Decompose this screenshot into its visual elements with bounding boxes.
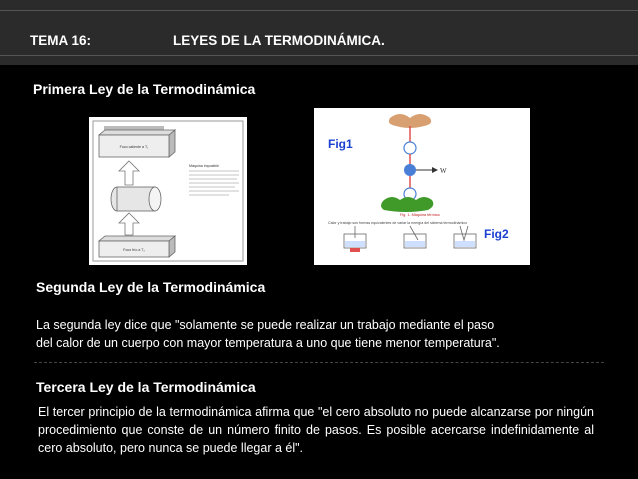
topic-title: LEYES DE LA TERMODINÁMICA. — [173, 33, 385, 48]
second-law-line-1: La segunda ley dice que "solamente se puede realizar un trabajo mediante el paso — [36, 318, 495, 332]
impossible-engine-note: Máquina imposible — [189, 164, 219, 168]
header-line-top — [0, 10, 638, 11]
figure-heat-engine — [314, 108, 530, 265]
cold-source-label: Foco frío a T₂ — [123, 248, 145, 252]
equivalence-note: Calor y trabajo son formas equivalentes de variar la energía del sistema termodinámico — [328, 221, 468, 225]
heat-engine-drawing — [314, 108, 530, 265]
topic-number: TEMA 16: — [30, 33, 92, 48]
fig1-caption: Fig. 1. Máquina térmica — [400, 213, 440, 217]
divider — [34, 362, 604, 363]
second-law-line-2: del calor de un cuerpo con mayor temperatura a uno que tiene menor temperatura". — [36, 336, 500, 350]
figure-impossible-engine — [89, 117, 247, 265]
second-law-heading: Segunda Ley de la Termodinámica — [36, 279, 266, 295]
header-line-bottom — [0, 55, 638, 56]
fig2-label: Fig2 — [484, 227, 509, 241]
impossible-engine-drawing — [89, 117, 247, 265]
fig1-label: Fig1 — [328, 137, 353, 151]
third-law-body: El tercer principio de la termodinámica afirma que "el cero absoluto no puede alcanzarse por ningún procedimiento que conste de un número finito de pasos. Es posible acercarse indefinidamente al cero absoluto, pero nunca se puede llegar a él". — [38, 405, 594, 455]
first-law-heading: Primera Ley de la Termodinámica — [33, 81, 256, 97]
work-label: W — [440, 167, 447, 175]
third-law-heading: Tercera Ley de la Termodinámica — [36, 379, 256, 395]
hot-source-label: Foco caliente a T₁ — [119, 145, 149, 149]
